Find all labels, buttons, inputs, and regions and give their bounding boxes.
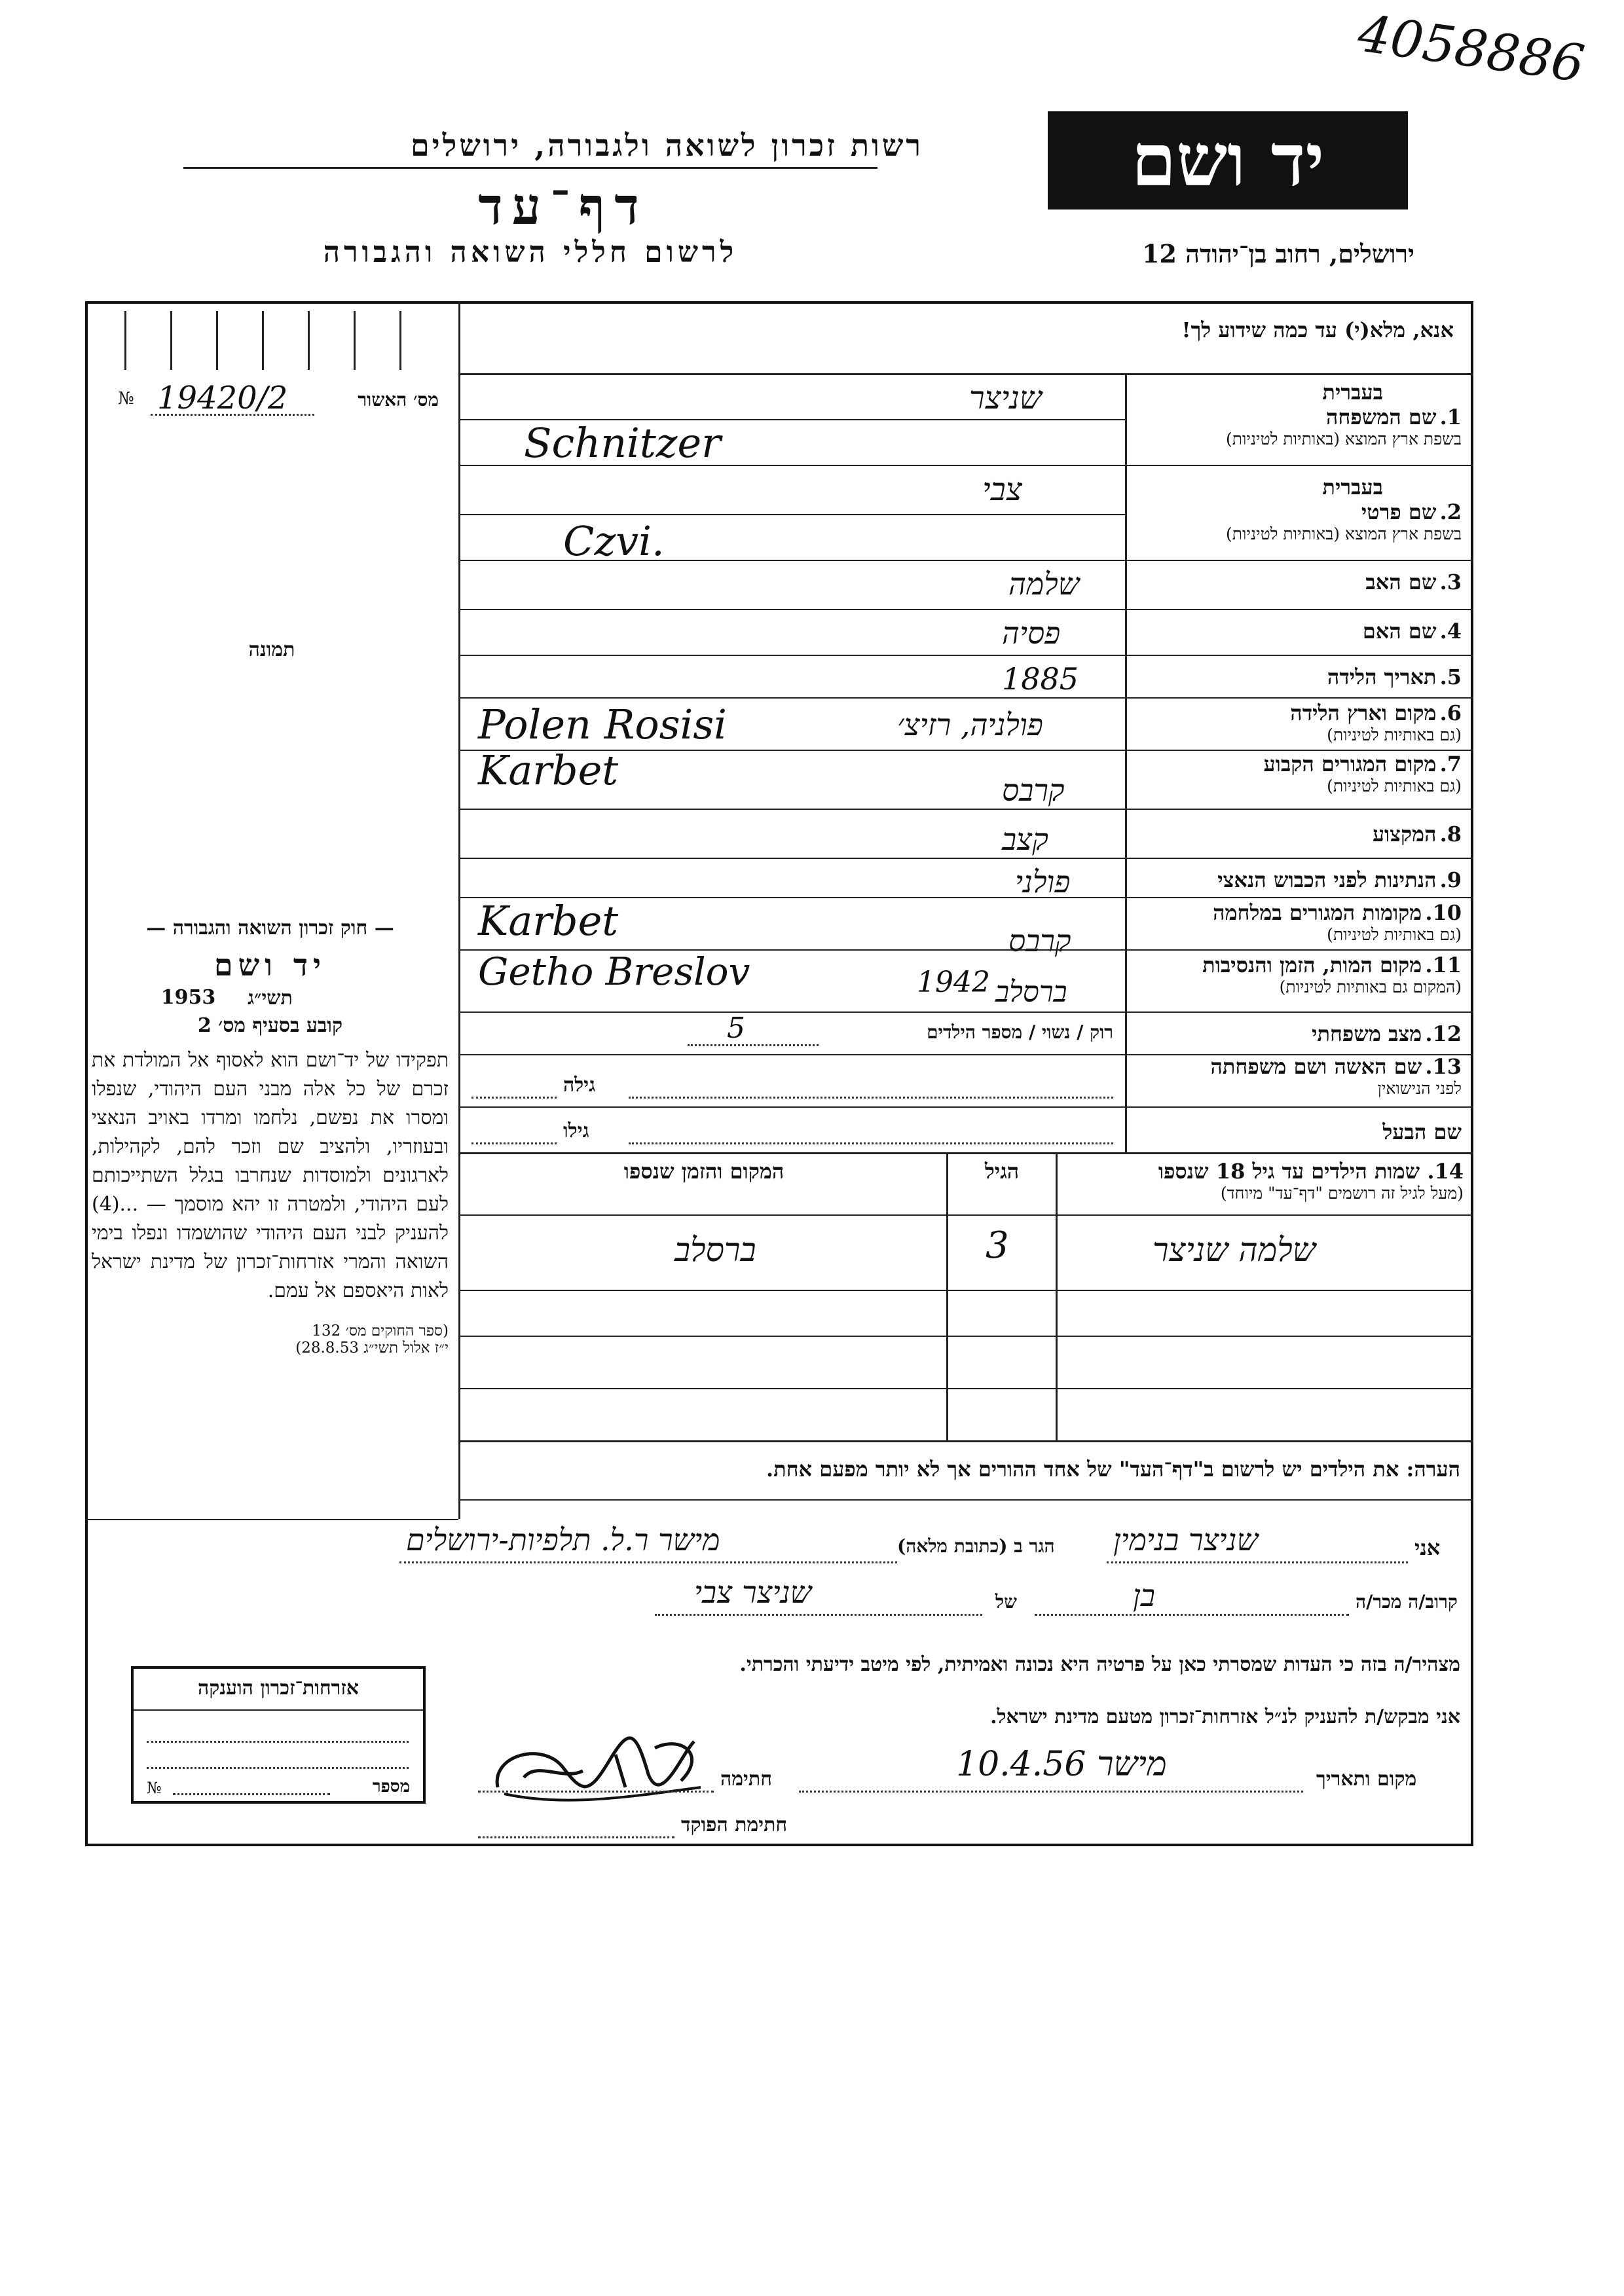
field-sub-13: לפני הנישואין (1377, 1079, 1462, 1098)
citizenship-no-prefix: № (147, 1779, 162, 1797)
field-num-4: 4. (1439, 619, 1462, 644)
decl-resides-label: הגר ב (כתובת מלאה) (897, 1535, 1055, 1557)
field-residence-label (1128, 752, 1462, 796)
note-text: הערה: את הילדים יש לרשום ב"דף־העד" של אחד ההורים אך לא יותר מפעם אחת. (766, 1457, 1460, 1482)
child-place-1: ברסלב (674, 1231, 756, 1269)
child-name-1: שלמה שניצר (1153, 1231, 1316, 1269)
form-subtitle: לרשום חללי השואה והגבורה (323, 236, 738, 269)
yad-vashem-logo (1048, 111, 1408, 210)
field-sub-2: בשפת ארץ המוצא (באותיות לטיניות) (1226, 524, 1462, 543)
children-table-label: 14. שמות הילדים עד גיל 18 שנספו (1158, 1159, 1464, 1184)
first-name-hebrew: צבי (982, 471, 1022, 508)
field-label-13: שם האשה ושם משפחתה (1210, 1054, 1422, 1079)
children-col-place: המקום והזמן שנספו (623, 1159, 784, 1184)
approval-label: מס׳ האשור (358, 389, 439, 410)
field-num-13: 13. (1425, 1054, 1462, 1079)
children-col-age: הגיל (984, 1159, 1020, 1184)
residence-hebrew: קרבס (1002, 773, 1065, 808)
law-title: — חוק זכרון השואה והגבורה — (146, 917, 394, 939)
husband-age-label: גילו (563, 1120, 589, 1142)
field-birthplace-label (1128, 701, 1462, 745)
form-title: דף־עד (478, 177, 648, 236)
field-marital-label (1128, 1021, 1462, 1046)
signature (485, 1715, 720, 1813)
wartime-latin: Karbet (478, 897, 619, 945)
family-name-hebrew: שניצר (969, 380, 1042, 416)
death-hebrew: ברסלב (995, 975, 1067, 1009)
field-num-7: 7. (1439, 752, 1462, 776)
field-sub-10: (גם באותיות לטיניות) (1327, 925, 1462, 944)
field-label-10: מקומות המגורים במלחמה (1213, 900, 1422, 925)
field-num-8: 8. (1439, 822, 1462, 847)
field-num-10: 10. (1425, 900, 1462, 925)
first-name-latin: Czvi. (563, 517, 665, 565)
decl-request: אני מבקש/ת להעניק לנ״ל אזרחות־זכרון מטעם מדינת ישראל. (990, 1705, 1460, 1728)
law-logo: יד ושם (213, 947, 327, 983)
approval-ticks (98, 311, 445, 373)
field-label-5: תאריך הלידה (1327, 665, 1437, 689)
field-num-9: 9. (1439, 867, 1462, 892)
field-num-11: 11. (1425, 953, 1462, 977)
decl-relative-of: שניצר צבי (694, 1575, 812, 1610)
field-family-name-label (1128, 380, 1462, 465)
heb-label-1: בעברית (1322, 380, 1383, 405)
intro-text: אנא, מלא(י) עד כמה שידוע לך! (1181, 318, 1454, 342)
family-name-latin: Schnitzer (524, 419, 721, 467)
approval-number-row (111, 380, 445, 419)
law-section: קובע בסעיף מס׳ 2 (197, 1014, 343, 1037)
field-sub-6: (גם באותיות לטיניות) (1327, 725, 1462, 744)
children-count-value: 5 (727, 1011, 745, 1045)
field-num-1: 1. (1439, 405, 1462, 429)
field-sub-7: (גם באותיות לטיניות) (1327, 776, 1462, 795)
field-label-12: מצב משפחתי (1312, 1021, 1422, 1046)
children-table-header (1061, 1159, 1464, 1203)
field-sub-1: בשפת ארץ המוצא (באותיות לטיניות) (1226, 429, 1462, 448)
law-ref-2: י״ז אלול תשי״ג 28.8.53) (295, 1339, 449, 1357)
field-num-12: 12. (1425, 1021, 1462, 1046)
field-death-label (1128, 953, 1462, 997)
marital-options: רוק / נשוי / מספר הילדים (927, 1021, 1113, 1043)
decl-relative-label: קרוב/ה מכר/ה (1356, 1591, 1458, 1613)
field-label-9: הנתינות לפני הכבוש הנאצי (1217, 867, 1437, 892)
death-latin: Getho Breslov (478, 949, 750, 994)
photo-label: תמונה (248, 638, 295, 661)
field-sub-11: (המקום גם באותיות לטיניות) (1279, 977, 1462, 996)
field-mother-label (1128, 619, 1462, 644)
field-num-6: 6. (1439, 701, 1462, 725)
field-label-11: מקום המות, הזמן והנסיבות (1202, 953, 1422, 977)
profession-value: קצב (1002, 822, 1048, 857)
law-year: 1953 (160, 986, 216, 1009)
law-text: תפקידו של יד־ושם הוא לאסוף אל המולדת את זכרם של כל אלה מבני העם היהודי, שנפלו ומסרו את נפשם, נלחמו ומרדו באויב הנאצי ובעוזריו, ולהציב שם וזכר להם, לקהילות, לארגונים ולמוסדות שנחרבו בגלל השתייכותם לעם היהודי, ולמטרה זו יהא מוסמך — ...(4) להעניק לבני העם היהודי שהושמדו ונפלו בימי השואה והמרי אזרחות־זכרון של מדינת ישראל לאות היאספם אל עמם. (92, 1049, 449, 1302)
logo-text: יד ושם (1131, 118, 1325, 202)
field-num-3: 3. (1439, 570, 1462, 594)
law-year-heb: תשי״ג (248, 987, 293, 1010)
field-label-4: שם האם (1362, 619, 1437, 644)
field-label-2: שם פרטי (1361, 500, 1437, 524)
archive-number: 4058886 (1354, 4, 1588, 94)
father-name-value: שלמה (1008, 566, 1080, 602)
field-wife-label (1128, 1054, 1462, 1099)
address: ירושלים, רחוב בן־יהודה 12 (1142, 239, 1414, 268)
field-label-3: שם האב (1365, 570, 1437, 594)
field-nationality-label (1128, 867, 1462, 892)
authority-line: רשות זכרון לשואה ולגבורה, ירושלים (410, 128, 923, 163)
approval-number-value: 19420/2 (157, 380, 288, 416)
approval-no-prefix: № (118, 389, 134, 409)
death-year: 1942 (917, 966, 990, 999)
citizenship-title: אזרחות־זכרון הוענקה (197, 1677, 360, 1700)
decl-witness-name: שניצר בנימין (1113, 1522, 1259, 1558)
field-label-1: שם המשפחה (1325, 405, 1437, 429)
decl-of-label: של (995, 1591, 1017, 1613)
wartime-hebrew: קרבס (1008, 923, 1071, 958)
law-block (92, 917, 449, 1357)
decl-place-date-value: מישר 10.4.56 (956, 1745, 1167, 1784)
wife-age-label: גילה (563, 1074, 596, 1097)
field-first-name-label (1128, 475, 1462, 560)
field-wartime-label (1128, 900, 1462, 945)
field-husband-label (1128, 1120, 1462, 1144)
nationality-value: פולני (1015, 864, 1071, 900)
law-ref-1: (ספר החוקים מס׳ 132 (312, 1322, 449, 1339)
field-num-2: 2. (1439, 500, 1462, 524)
field-birthdate-label (1128, 665, 1462, 689)
mother-name-value: פסיה (1002, 615, 1061, 651)
field-label-husband: שם הבעל (1382, 1120, 1462, 1144)
child-age-1: 3 (986, 1224, 1009, 1267)
decl-address: מישר ר.ל. תלפיות-ירושלים (406, 1522, 720, 1558)
decl-signature-label: חתימה (720, 1768, 772, 1791)
decl-ani: אני (1414, 1535, 1441, 1560)
residence-latin: Karbet (478, 746, 619, 794)
field-num-5: 5. (1439, 665, 1462, 689)
citizenship-number-label: מספר (372, 1777, 410, 1796)
field-father-label (1128, 570, 1462, 594)
decl-relation: בן (1133, 1578, 1155, 1613)
children-table-sub: (מעל לגיל זה רושמים "דף־עד" מיוחד) (1220, 1184, 1464, 1203)
decl-officer-label: חתימת הפוקד (681, 1813, 788, 1836)
citizenship-box (131, 1666, 426, 1804)
decl-statement: מצהיר/ה בזה כי העדות שמסרתי כאן על פרטיה היא נכונה ואמיתית, לפי מיטב ידיעתי והכרתי. (739, 1653, 1460, 1676)
field-label-7: מקום המגורים הקבוע (1263, 752, 1437, 776)
field-profession-label (1128, 822, 1462, 847)
heb-label-2: בעברית (1322, 475, 1383, 500)
decl-place-date-label: מקום ותאריך (1316, 1768, 1417, 1791)
field-label-6: מקום וארץ הלידה (1290, 701, 1437, 725)
birthplace-hebrew: פולניה, רזיצ׳ (897, 707, 1043, 742)
birthplace-latin: Polen Rosisi (478, 701, 727, 748)
field-label-8: המקצוע (1372, 822, 1437, 847)
birthdate-value: 1885 (1002, 661, 1079, 697)
